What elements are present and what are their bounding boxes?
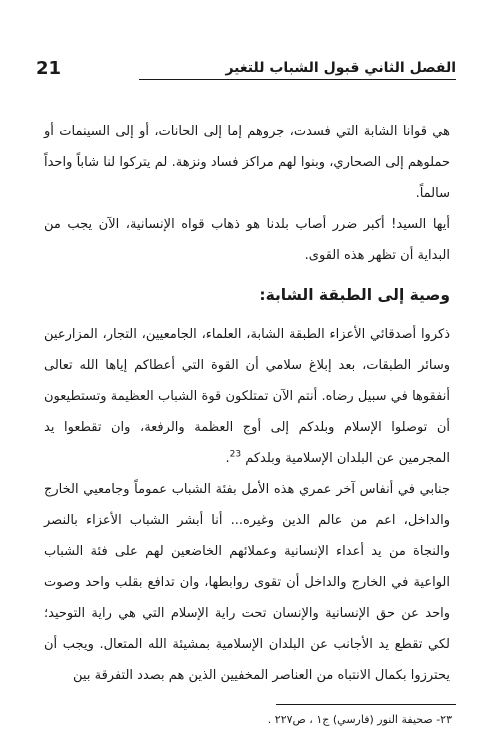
page-header — [36, 58, 456, 86]
running-title: الفصل الثاني قبول الشباب للتغير — [139, 60, 456, 80]
paragraph-4: جنابي في أنفاس آخر عمري هذه الأمل بفئة الشباب عموماً وجامعيي الخارج والداخل، اعم من عالم الدين وغيره... أنا أبشر الشباب الأعزاء بالنصر والنجاة من يد أعداء الإنسانية وعملائهم الخاضعين لهم على فئة الشباب الواعية في الخارج والداخل أن تقوى روابطها، وان تدافع بقلب واحد وصوت واحد عن حق الإنسانية والإنسان تحت راية الإسلام التي هي راية التوحيد؛ لكي تقطع يد الأجانب عن البلدان الإسلامية بمشيئة الله المتعال. ويجب أن يحترزوا بكمال الانتباه من العناصر المخفيين الذين هم بصدد التفرقة بين — [44, 482, 450, 683]
paragraph-1: هي قوانا الشابة التي فسدت، جروهم إما إلى الحانات، أو إلى السينمات أو حملوهم إلى الصحاري، وبنوا لهم مراكز فساد ونزهة. لم يتركوا لنا شاباً واحداً سالماً. — [44, 124, 450, 201]
paragraph-3: ذكروا أصدقائي الأعزاء الطبقة الشابة، العلماء، الجامعيين، التجار، المزارعين وسائر الطبقات، بعد إبلاغ سلامي أن القوة التي أعطاكم إياها الله تعالى أنفقوها في سبيل رضاه. أنتم الآن تمتلكون قوة الشباب العظيمة وتستطيعون أن توصلوا الإسلام وبلدكم إلى أوج العظمة والرفعة، وان تقطعوا يد المجرمين عن البلدان الإسلامية وبلدكم $^{23}$. — [44, 327, 450, 466]
footnote-divider — [276, 704, 456, 705]
paragraph-2: أيها السيد! أكبر ضرر أصاب بلدنا هو ذهاب قواه الإنسانية، الآن يجب من البداية أن تظهر هذه القوى. — [44, 217, 450, 263]
page-body — [44, 116, 450, 691]
section-heading: وصية إلى الطبقة الشابة: — [259, 286, 450, 304]
footnote-reference: 23 — [229, 449, 242, 460]
paragraph-3-text: ذكروا أصدقائي الأعزاء الطبقة الشابة، العلماء، الجامعيين، التجار، المزارعين وسائر الطبقات، بعد إبلاغ سلامي أن القوة التي أعطاكم إياها الله تعالى أنفقوها في سبيل رضاه. أنتم الآن تمتلكون قوة الشباب العظيمة وتستطيعون أن توصلوا الإسلام وبلدكم إلى أوج العظمة والرفعة، وان تقطعوا يد المجرمين عن البلدان الإسلامية وبلدكم — [44, 327, 450, 466]
page-number: 21 — [36, 58, 62, 79]
footnote: ٢٣- صحيفة النور (فارسي) ج١ ، ص٢٢٧ . — [267, 713, 452, 726]
